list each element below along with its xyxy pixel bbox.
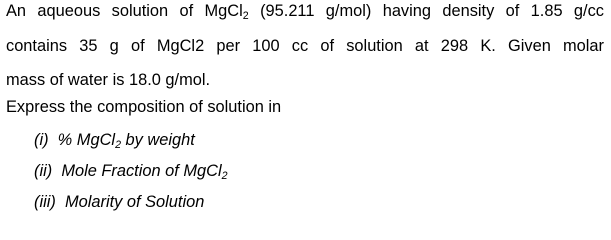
list-item-3 xyxy=(34,192,204,212)
item-1-text-post: by weight xyxy=(121,131,195,149)
item-1-text-pre: % MgCl xyxy=(57,131,116,149)
question-line-3: mass of water is 18.0 g/mol. xyxy=(6,71,211,89)
item-1-subscript: 2 xyxy=(115,138,121,151)
line1-subscript: 2 xyxy=(242,9,249,22)
question-line-2: contains 35 g of MgCl2 per 100 cc of solution at 298 K. Given molar xyxy=(6,37,604,55)
item-2-number: (ii) xyxy=(34,162,53,180)
item-2-subscript: 2 xyxy=(221,169,228,182)
item-3-text-pre: Molarity of Solution xyxy=(64,193,205,211)
question-line-1 xyxy=(6,1,604,23)
item-2-text-pre: Mole Fraction of MgCl xyxy=(61,162,222,180)
line1-pre: An aqueous solution of MgCl xyxy=(6,2,243,20)
item-3-number: (iii) xyxy=(34,193,56,211)
list-item-1 xyxy=(34,130,195,152)
item-1-number: (i) xyxy=(34,131,49,149)
line1-post: (95.211 g/mol) having density of 1.85 g/cc xyxy=(248,2,604,20)
list-item-2 xyxy=(34,161,228,183)
question-line-4: Express the composition of solution in xyxy=(6,98,282,116)
